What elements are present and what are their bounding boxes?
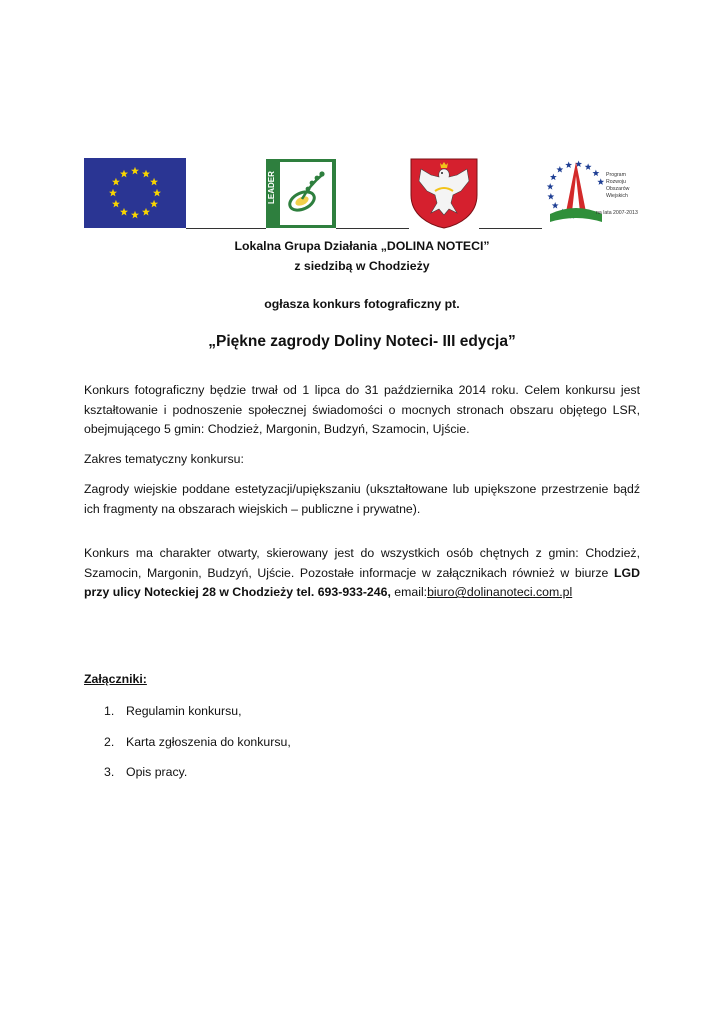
- attachments-list: [104, 701, 291, 793]
- paragraph-text: Zagrody wiejskie poddane estetyzacji/upiększaniu (ukształtowane lub upiększone przestrzenie bądź ich fragmenty na obszarach wiejskich – publiczne i prywatne).: [84, 482, 640, 516]
- logo-divider-line: [479, 228, 542, 229]
- leader-logo-icon: [266, 159, 336, 228]
- prow-star-icon: [547, 193, 554, 200]
- email-link[interactable]: biuro@dolinanoteci.com.pl: [427, 585, 573, 600]
- list-item: [104, 701, 291, 732]
- paragraph-text: Konkurs fotograficzny będzie trwał od 1 lipca do 31 października 2014 roku. Celem konkursu jest kształtowanie i podnoszenie społecznej świadomości o mocnych stronach obszaru objętego LSR, obejmującego 5 gmin: Chodzież, Margonin, Budzyń, Szamocin, Ujście.: [84, 383, 640, 437]
- prow-star-icon: [585, 163, 592, 170]
- leader-logo-text: LEADER: [267, 171, 276, 204]
- prow-text-line: Obszarów: [606, 186, 630, 192]
- list-label: Regulamin konkursu,: [126, 704, 242, 718]
- paragraph-text: Zakres tematyczny konkursu:: [84, 452, 244, 466]
- logo-divider-line: [186, 228, 266, 229]
- logo-divider-line: [336, 228, 409, 229]
- list-item: [104, 732, 291, 763]
- prow-text-line: Rozwoju: [606, 179, 626, 185]
- paragraph-scope: [84, 480, 640, 519]
- prow-star-icon: [552, 202, 559, 209]
- eu-flag-icon: [84, 158, 186, 228]
- prow-logo-icon: [542, 156, 642, 228]
- wielkopolska-coat-of-arms-icon: [409, 157, 479, 229]
- list-number: 2.: [104, 734, 115, 749]
- list-number: 1.: [104, 704, 115, 718]
- paragraph-scope-heading: [84, 450, 640, 470]
- office-address: LGD przy ulicy Noteckiej 28 w Chodzieży tel. 693-933-246,: [84, 565, 640, 600]
- prow-star-icon: [547, 183, 554, 190]
- prow-star-icon: [597, 178, 604, 185]
- prow-star-icon: [565, 161, 572, 168]
- org-name: Lokalna Grupa Działania „DOLINA NOTECI”: [234, 239, 490, 253]
- list-item: [104, 762, 291, 793]
- prow-star-icon: [592, 170, 599, 177]
- list-number: 3.: [104, 765, 115, 779]
- prow-star-icon: [550, 174, 557, 181]
- prow-star-icon: [556, 166, 563, 173]
- contest-title: „Piękne zagrody Doliny Noteci- III edycja”: [208, 333, 516, 350]
- paragraph-contest-dates: [84, 381, 640, 440]
- prow-text-line: na lata 2007-2013: [596, 210, 638, 216]
- announcement-line: ogłasza konkurs fotograficzny pt.: [264, 297, 460, 311]
- prow-text-line: Wiejskich: [606, 193, 628, 199]
- list-label: Opis pracy.: [126, 765, 188, 779]
- paragraph-contact: [84, 544, 640, 603]
- contact-text: Konkurs ma charakter otwarty, skierowany jest do wszystkich osób chętnych z gmin: Chodzież, Szamocin, Margonin, Budzyń, Ujście. Pozostałe informacje w załącznikach również w biurze: [84, 546, 640, 580]
- org-seat: z siedzibą w Chodzieży: [294, 259, 430, 273]
- email-label: email:: [390, 585, 428, 600]
- attachments-heading: [84, 670, 640, 690]
- list-label: Karta zgłoszenia do konkursu,: [126, 734, 291, 749]
- prow-text-line: Program: [606, 172, 626, 178]
- attachments-heading-text: Załączniki:: [84, 672, 147, 686]
